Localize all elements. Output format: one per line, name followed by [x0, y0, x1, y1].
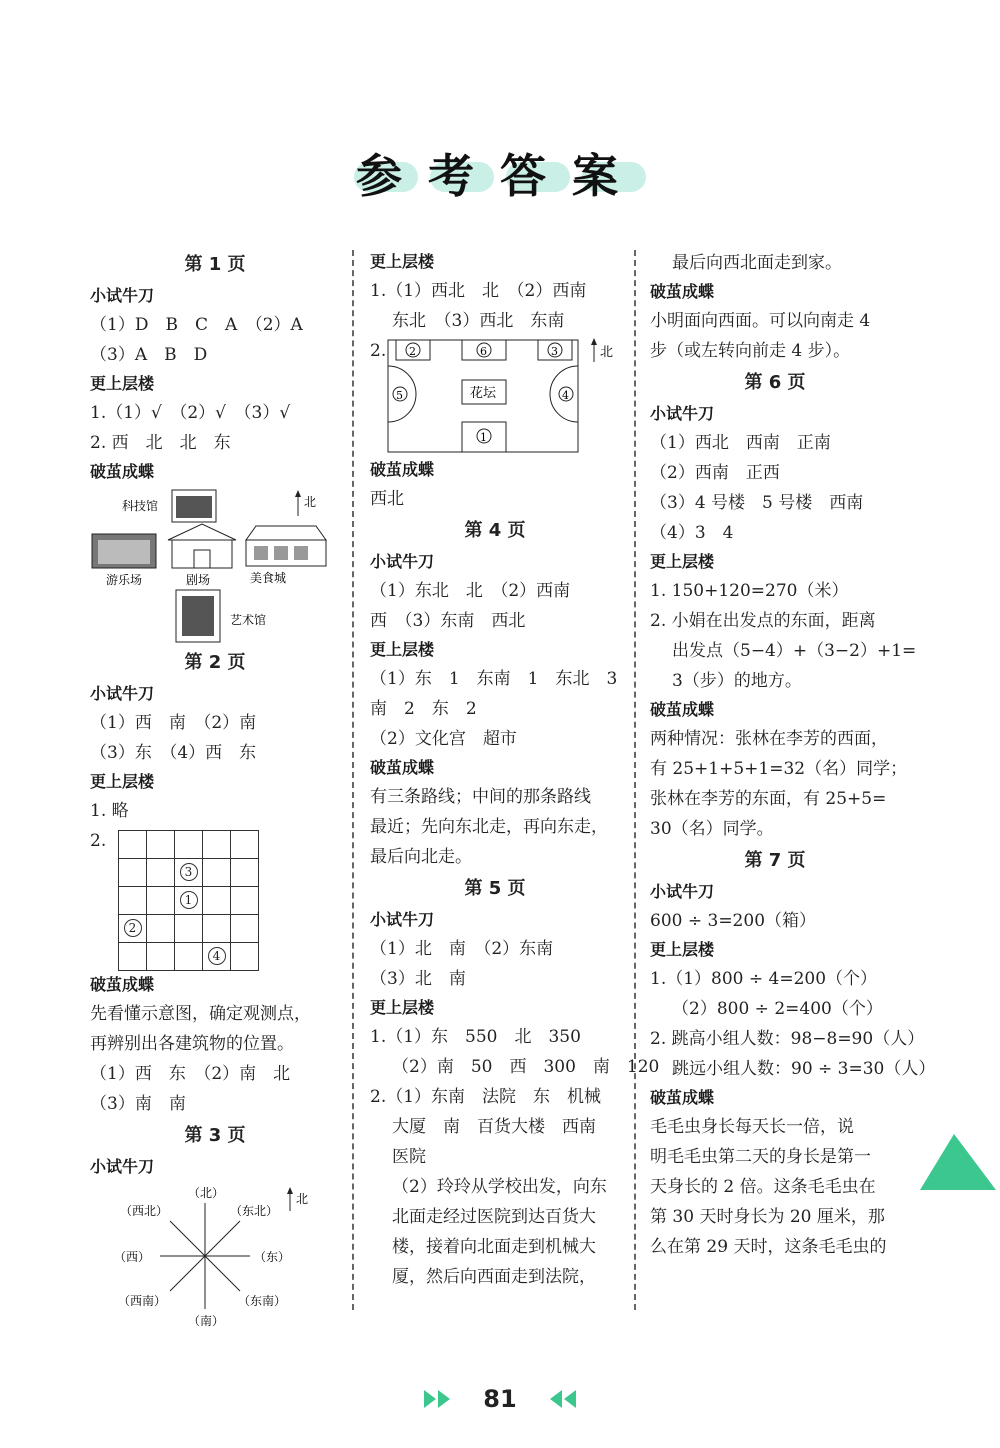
answer-line: （1）北 南 （2）东南	[370, 939, 554, 959]
section-label: 小试牛刀	[370, 552, 435, 571]
section-label: 破茧成蝶	[650, 700, 715, 719]
answer-line: 600 ÷ 3=200（箱）	[650, 911, 817, 931]
answer-line: （2）玲玲从学校出发，向东	[392, 1177, 607, 1197]
theater-building	[168, 524, 236, 568]
answer-line: 天身长的 2 倍。这条毛毛虫在	[650, 1177, 876, 1197]
answer-line: 西 （3）东南 西北	[370, 611, 526, 631]
section-label: 小试牛刀	[650, 882, 715, 901]
answer-line: 厦，然后向西面走到法院，	[392, 1267, 596, 1287]
answer-line: 30（名）同学。	[650, 819, 774, 839]
page-heading: 第 1 页	[184, 254, 246, 275]
grid-marker: 1	[180, 891, 198, 909]
section-label: 小试牛刀	[90, 684, 155, 703]
column-divider	[352, 250, 354, 1310]
answer-line: 大厦 南 百货大楼 西南	[392, 1117, 596, 1137]
compass-e: （东）	[254, 1250, 291, 1264]
answer-line: 1.（1）800 ÷ 4=200（个）	[650, 969, 878, 989]
science-museum-building	[172, 490, 216, 522]
section-label: 更上层楼	[370, 640, 435, 659]
section-label: 更上层楼	[650, 552, 715, 571]
answer-line: 明毛毛虫第二天的身长是第一	[650, 1147, 871, 1167]
answer-line: 2. 跳高小组人数：98−8=90（人）	[650, 1029, 925, 1049]
page-heading: 第 3 页	[184, 1125, 246, 1146]
answer-line: （1）西 南 （2）南	[90, 713, 257, 733]
section-label: 破茧成蝶	[370, 460, 435, 479]
plan-marker: 4	[562, 389, 569, 402]
answer-line: 楼，接着向北面走到机械大	[392, 1237, 596, 1257]
answer-line: 1.（1）东 550 北 350	[370, 1027, 581, 1047]
answer-line: （1）西 东 （2）南 北	[90, 1064, 291, 1084]
answer-line: 1. 150+120=270（米）	[650, 581, 849, 601]
answer-line: 1.（1）西北 北 （2）西南	[370, 281, 587, 301]
flower-bed-label: 花坛	[470, 386, 497, 401]
section-label: 破茧成蝶	[370, 758, 435, 777]
compass-se: （东南）	[238, 1294, 287, 1308]
answer-line: 1. 略	[90, 801, 129, 821]
answer-line: 有三条路线；中间的那条路线	[370, 787, 591, 807]
section-label: 破茧成蝶	[90, 462, 155, 481]
amusement-park-label: 游乐场	[106, 573, 143, 587]
answer-line: （1）D B C A （2）A	[90, 315, 303, 335]
answer-line: （4）3 4	[650, 523, 734, 543]
compass-w: （西）	[114, 1250, 151, 1264]
plan-marker: 1	[480, 431, 487, 444]
answer-line: 有 25+1+5+1=32（名）同学；	[650, 759, 908, 779]
section-label: 更上层楼	[90, 374, 155, 393]
answer-line: 么在第 29 天时，这条毛毛虫的	[650, 1237, 887, 1257]
answer-line: 先看懂示意图，确定观测点，	[90, 1004, 311, 1024]
art-museum-label: 艺术馆	[230, 613, 267, 627]
answer-line: 西北	[370, 489, 404, 509]
answer-line: 出发点（5−4）+（3−2）+1=	[672, 641, 917, 661]
compass-sw: （西南）	[118, 1294, 167, 1308]
page-heading: 第 5 页	[464, 878, 526, 899]
plan-marker: 3	[551, 345, 558, 358]
column-1	[90, 248, 340, 1331]
north-label: 北	[600, 345, 614, 360]
compass-n: （北）	[188, 1186, 225, 1200]
north-label: 北	[296, 1192, 309, 1206]
answer-line: （3）南 南	[90, 1094, 186, 1114]
grid-figure	[118, 830, 259, 971]
answer-line: 北面走经过医院到达百货大	[392, 1207, 596, 1227]
answer-line: 2.	[90, 831, 107, 851]
grid-marker: 3	[180, 863, 198, 881]
answer-line: 2.（1）东南 法院 东 机械	[370, 1087, 602, 1107]
section-label: 小试牛刀	[650, 404, 715, 423]
answer-line: （3）4 号楼 5 号楼 西南	[650, 493, 864, 513]
answer-line: 东北 （3）西北 东南	[392, 311, 565, 331]
theater-label: 剧场	[186, 573, 211, 587]
section-label: 更上层楼	[370, 252, 435, 271]
section-label: 更上层楼	[370, 998, 435, 1017]
answer-line: 2. 小娟在出发点的东面，距离	[650, 611, 876, 631]
backward-arrows-icon	[544, 1388, 578, 1410]
answer-line: （3）北 南	[370, 969, 466, 989]
plan-marker: 2	[409, 345, 416, 358]
answer-line: （2）800 ÷ 2=400（个）	[672, 999, 883, 1019]
answer-line: （1）西北 西南 正南	[650, 433, 831, 453]
page-title: 参考答案	[356, 149, 644, 203]
answer-line: 医院	[392, 1147, 426, 1167]
food-city-label: 美食城	[250, 571, 287, 585]
plan-marker: 5	[396, 389, 403, 402]
answer-line: 第 30 天时身长为 20 厘米，那	[650, 1207, 885, 1227]
answer-line: （3）A B D	[90, 345, 208, 365]
section-label: 破茧成蝶	[650, 282, 715, 301]
section-label: 小试牛刀	[90, 1157, 155, 1176]
building-map-figure	[90, 486, 340, 646]
art-museum-building	[176, 590, 220, 642]
column-2	[370, 248, 660, 1292]
answer-line: 跳远小组人数：90 ÷ 3=30（人）	[672, 1059, 936, 1079]
page-heading: 第 2 页	[184, 652, 246, 673]
page-heading: 第 4 页	[464, 520, 526, 541]
grid-marker: 4	[208, 947, 226, 965]
page-heading: 第 6 页	[744, 372, 806, 393]
page-title-area	[0, 140, 1000, 206]
answer-line: 步（或左转向前走 4 步）。	[650, 341, 851, 361]
answer-line: （1）东 1 东南 1 东北 3	[370, 669, 618, 689]
science-museum-label: 科技馆	[122, 499, 159, 513]
compass-s: （南）	[188, 1314, 225, 1328]
answer-line: （2）南 50 西 300 南 120	[392, 1057, 660, 1077]
compass-figure	[90, 1181, 340, 1331]
section-label: 破茧成蝶	[650, 1088, 715, 1107]
answer-line: 最后向北走。	[370, 847, 472, 867]
plan-marker: 6	[480, 345, 487, 358]
answer-line: （2）西南 正西	[650, 463, 780, 483]
section-label: 小试牛刀	[370, 910, 435, 929]
answer-line: 最后向西北面走到家。	[672, 253, 842, 273]
answer-line: （2）文化宫 超市	[370, 729, 517, 749]
answer-line: 3（步）的地方。	[672, 671, 802, 691]
forward-arrows-icon	[422, 1388, 456, 1410]
answer-line: 张林在李芳的东面，有 25+5=	[650, 789, 887, 809]
answer-line: （3）东 （4）西 东	[90, 743, 257, 763]
page-number: 81	[483, 1385, 517, 1413]
answer-line: 最近；先向东北走，再向东走，	[370, 817, 608, 837]
page-heading: 第 7 页	[744, 850, 806, 871]
grid-marker: 2	[124, 919, 142, 937]
amusement-park-building	[92, 534, 156, 568]
answer-line: （1）东北 北 （2）西南	[370, 581, 571, 601]
compass-ne: （东北）	[230, 1204, 279, 1218]
section-label: 更上层楼	[90, 772, 155, 791]
answer-line: 2. 西 北 北 东	[90, 433, 231, 453]
park-plan-figure	[370, 336, 620, 456]
compass-nw: （西北）	[120, 1204, 169, 1218]
section-label: 破茧成蝶	[90, 975, 155, 994]
answer-line: 1.（1）√ （2）√ （3）√	[90, 403, 291, 423]
answer-line: 两种情况：张林在李芳的西面，	[650, 729, 888, 749]
answer-line: 毛毛虫身长每天长一倍，说	[650, 1117, 854, 1137]
north-label: 北	[304, 495, 317, 509]
page-footer	[0, 1385, 1000, 1413]
triangle-decoration-icon	[920, 1130, 1000, 1210]
section-label: 更上层楼	[650, 940, 715, 959]
answer-line: 南 2 东 2	[370, 699, 477, 719]
answer-line: 2.	[370, 341, 387, 361]
section-label: 小试牛刀	[90, 286, 155, 305]
answer-line: 再辨别出各建筑物的位置。	[90, 1034, 294, 1054]
answer-line: 小明面向西面。可以向南走 4	[650, 311, 871, 331]
column-divider	[634, 250, 636, 1310]
column-3	[650, 248, 936, 1262]
food-city-building	[246, 526, 326, 566]
